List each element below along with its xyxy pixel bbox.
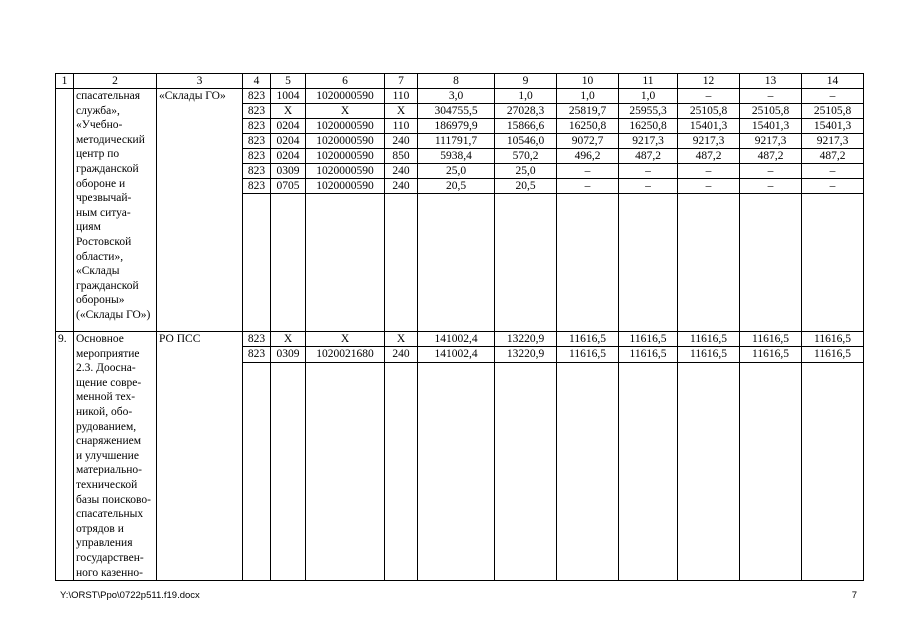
value-cell: 0309 [271, 347, 306, 362]
empty-cell [243, 362, 271, 580]
footer-file-path: Y:\ORST\Ppo\0722p511.f19.docx [60, 590, 200, 601]
empty-cell [740, 362, 802, 580]
value-cell: 304755,5 [418, 104, 495, 119]
value-cell: 0204 [271, 149, 306, 164]
value-cell: 240 [385, 134, 418, 149]
value-cell: 186979,9 [418, 119, 495, 134]
description-line: щение совре- [76, 376, 142, 389]
value-cell: 11616,5 [740, 332, 802, 347]
description-line: «Учебно- [76, 119, 123, 132]
value-cell: 823 [243, 332, 271, 347]
description-line: технической [76, 478, 138, 491]
value-cell: – [802, 164, 864, 179]
executor-cell: «Склады ГО» [157, 89, 243, 332]
value-cell: 823 [243, 119, 271, 134]
value-cell: 823 [243, 164, 271, 179]
empty-cell [271, 194, 306, 332]
value-cell: 1020021680 [306, 347, 385, 362]
description-line: рудованием, [76, 420, 137, 433]
value-cell: 11616,5 [619, 332, 678, 347]
empty-cell [306, 362, 385, 580]
description-line: спасательных [76, 508, 144, 521]
header-cell: 9 [495, 74, 557, 89]
value-cell: 1,0 [619, 89, 678, 104]
value-cell: 111791,7 [418, 134, 495, 149]
footer-page-number: 7 [851, 590, 857, 601]
header-cell: 12 [678, 74, 740, 89]
value-cell: 10546,0 [495, 134, 557, 149]
description-line: ного казенно- [76, 566, 144, 579]
description-line: управления [76, 537, 133, 550]
value-cell: 1020000590 [306, 119, 385, 134]
value-cell: Х [306, 332, 385, 347]
description-line: мероприятие [76, 347, 140, 360]
value-cell: 240 [385, 164, 418, 179]
value-cell: Х [271, 104, 306, 119]
header-cell: 11 [619, 74, 678, 89]
value-cell: 20,5 [418, 179, 495, 194]
value-cell: – [740, 89, 802, 104]
empty-cell [619, 194, 678, 332]
value-cell: 487,2 [740, 149, 802, 164]
empty-cell [495, 194, 557, 332]
description-line: ным ситуа- [76, 206, 131, 219]
value-cell: 11616,5 [802, 332, 864, 347]
value-cell: 0204 [271, 119, 306, 134]
value-cell: 25105,8 [740, 104, 802, 119]
description-line: отрядов и [76, 522, 124, 535]
value-cell: 3,0 [418, 89, 495, 104]
value-cell: 25955,3 [619, 104, 678, 119]
empty-cell [385, 362, 418, 580]
empty-cell [619, 362, 678, 580]
measure-description-cell [74, 89, 157, 332]
value-cell: 11616,5 [740, 347, 802, 362]
value-cell: – [678, 164, 740, 179]
value-cell: 240 [385, 179, 418, 194]
header-cell: 14 [802, 74, 864, 89]
value-cell: 110 [385, 119, 418, 134]
header-cell: 6 [306, 74, 385, 89]
value-cell: 13220,9 [495, 332, 557, 347]
header-cell: 5 [271, 74, 306, 89]
description-line: центр по [76, 148, 120, 161]
description-line: спасательная [76, 90, 141, 102]
description-line: «Склады [76, 265, 120, 278]
empty-cell [802, 362, 864, 580]
value-cell: 9217,3 [740, 134, 802, 149]
budget-table [55, 73, 864, 581]
value-cell: – [557, 179, 619, 194]
description-line: Ростовской [76, 235, 132, 248]
value-cell: – [802, 179, 864, 194]
value-cell: 487,2 [802, 149, 864, 164]
value-cell: 110 [385, 89, 418, 104]
header-cell: 7 [385, 74, 418, 89]
value-cell: 1020000590 [306, 134, 385, 149]
empty-cell [418, 362, 495, 580]
header-cell: 13 [740, 74, 802, 89]
value-cell: 823 [243, 347, 271, 362]
value-cell: – [802, 89, 864, 104]
value-cell: 9072,7 [557, 134, 619, 149]
value-cell: 1020000590 [306, 164, 385, 179]
header-cell: 10 [557, 74, 619, 89]
value-cell: – [740, 164, 802, 179]
value-cell: 20,5 [495, 179, 557, 194]
value-cell: 11616,5 [557, 332, 619, 347]
value-cell: 15401,3 [802, 119, 864, 134]
value-cell: 9217,3 [802, 134, 864, 149]
value-cell: 0705 [271, 179, 306, 194]
value-cell: 27028,3 [495, 104, 557, 119]
header-cell: 2 [74, 74, 157, 89]
value-cell: 0204 [271, 134, 306, 149]
value-cell: 9217,3 [678, 134, 740, 149]
measure-description-cell [74, 332, 157, 581]
value-cell: 850 [385, 149, 418, 164]
empty-cell [306, 194, 385, 332]
value-cell: – [678, 89, 740, 104]
value-cell: 141002,4 [418, 347, 495, 362]
description-line: области», [76, 250, 124, 263]
value-cell: 1020000590 [306, 89, 385, 104]
value-cell: 823 [243, 89, 271, 104]
value-cell: 496,2 [557, 149, 619, 164]
description-line: Основное [76, 333, 124, 345]
value-cell: 1,0 [557, 89, 619, 104]
description-line: обороны» [76, 294, 125, 307]
executor-cell: РО ПСС [157, 332, 243, 581]
description-line: 2.3. Дооcна- [76, 362, 136, 375]
value-cell: 1020000590 [306, 149, 385, 164]
value-cell: 11616,5 [802, 347, 864, 362]
empty-cell [243, 194, 271, 332]
description-line: государствен- [76, 551, 144, 564]
header-cell: 1 [56, 74, 74, 89]
value-cell: 5938,4 [418, 149, 495, 164]
description-line: обороне и [76, 177, 126, 190]
value-cell: 240 [385, 347, 418, 362]
description-line: и улучшение [76, 449, 139, 462]
empty-cell [385, 194, 418, 332]
value-cell: 25819,7 [557, 104, 619, 119]
value-cell: 823 [243, 179, 271, 194]
row-number-cell [56, 89, 74, 332]
description-line: никой, обо- [76, 405, 133, 418]
value-cell: Х [271, 332, 306, 347]
value-cell: Х [385, 332, 418, 347]
value-cell: 0309 [271, 164, 306, 179]
description-line: материально- [76, 464, 142, 477]
empty-cell [495, 362, 557, 580]
header-row [56, 74, 864, 89]
value-cell: 487,2 [678, 149, 740, 164]
empty-cell [740, 194, 802, 332]
description-line: чрезвычай- [76, 192, 132, 205]
empty-cell [678, 362, 740, 580]
empty-cell [678, 194, 740, 332]
description-line: служба», [76, 104, 120, 117]
value-cell: 1,0 [495, 89, 557, 104]
value-cell: 13220,9 [495, 347, 557, 362]
value-cell: 487,2 [619, 149, 678, 164]
header-cell: 8 [418, 74, 495, 89]
value-cell: 25,0 [495, 164, 557, 179]
table-row [56, 89, 864, 104]
description-line: базы поисково- [76, 493, 151, 506]
value-cell: – [619, 164, 678, 179]
value-cell: 823 [243, 134, 271, 149]
value-cell: Х [306, 104, 385, 119]
value-cell: 25,0 [418, 164, 495, 179]
header-cell: 3 [157, 74, 243, 89]
value-cell: 16250,8 [619, 119, 678, 134]
value-cell: 1004 [271, 89, 306, 104]
value-cell: – [619, 179, 678, 194]
table-row [56, 332, 864, 347]
description-line: гражданской [76, 279, 139, 292]
value-cell: 11616,5 [678, 332, 740, 347]
value-cell: Х [385, 104, 418, 119]
value-cell: 15401,3 [740, 119, 802, 134]
row-number-cell: 9. [56, 332, 74, 581]
value-cell: – [678, 179, 740, 194]
value-cell: 570,2 [495, 149, 557, 164]
empty-cell [557, 194, 619, 332]
value-cell: 141002,4 [418, 332, 495, 347]
description-line: циям [76, 221, 101, 234]
value-cell: 25105,8 [802, 104, 864, 119]
empty-cell [557, 362, 619, 580]
value-cell: 823 [243, 104, 271, 119]
value-cell: 15401,3 [678, 119, 740, 134]
description-line: («Склады ГО») [76, 308, 151, 321]
value-cell: 823 [243, 149, 271, 164]
description-line: гражданской [76, 162, 139, 175]
value-cell: 15866,6 [495, 119, 557, 134]
empty-cell [271, 362, 306, 580]
description-line: методический [76, 133, 145, 146]
value-cell: 25105,8 [678, 104, 740, 119]
description-line: снаряжением [76, 435, 141, 448]
value-cell: 16250,8 [557, 119, 619, 134]
value-cell: 11616,5 [619, 347, 678, 362]
value-cell: – [557, 164, 619, 179]
value-cell: 1020000590 [306, 179, 385, 194]
description-line: менной тех- [76, 391, 136, 404]
value-cell: – [740, 179, 802, 194]
header-cell: 4 [243, 74, 271, 89]
value-cell: 9217,3 [619, 134, 678, 149]
value-cell: 11616,5 [557, 347, 619, 362]
empty-cell [418, 194, 495, 332]
empty-cell [802, 194, 864, 332]
value-cell: 11616,5 [678, 347, 740, 362]
